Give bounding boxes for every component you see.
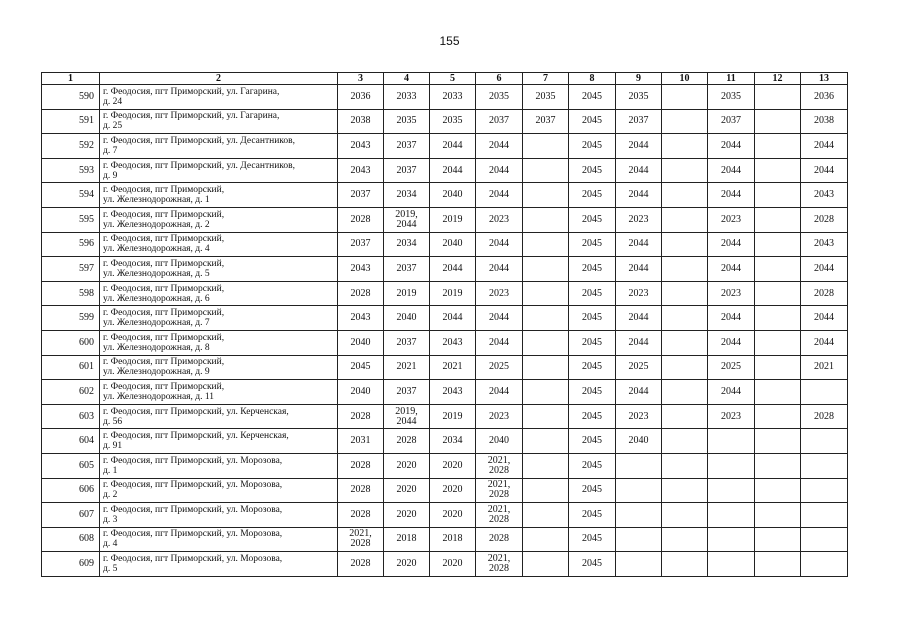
table-row xyxy=(42,183,848,208)
year-cell: 2018 xyxy=(384,527,430,552)
year-cell: 2037 xyxy=(384,158,430,183)
year-cell xyxy=(523,257,569,282)
year-cell: 2044 xyxy=(476,158,523,183)
year-cell: 2023 xyxy=(708,207,755,232)
address-cell: г. Феодосия, пгт Приморский, ул. Морозова, д. 4 xyxy=(100,527,338,552)
year-cell: 2035 xyxy=(708,85,755,110)
year-cell: 2019 xyxy=(430,404,476,429)
year-cell: 2044 xyxy=(616,306,662,331)
year-cell: 2037 xyxy=(338,183,384,208)
year-cell xyxy=(755,158,801,183)
year-cell: 2045 xyxy=(338,355,384,380)
year-cell: 2045 xyxy=(569,380,616,405)
year-cell: 2033 xyxy=(384,85,430,110)
year-cell xyxy=(755,503,801,528)
year-cell xyxy=(801,429,848,454)
address-cell: г. Феодосия, пгт Приморский, ул. Керченская, д. 91 xyxy=(100,429,338,454)
year-cell: 2040 xyxy=(430,232,476,257)
year-cell xyxy=(662,158,708,183)
table-row xyxy=(42,134,848,159)
column-header: 6 xyxy=(476,73,523,85)
table-body xyxy=(42,85,848,577)
row-number: 594 xyxy=(42,183,100,208)
year-cell xyxy=(523,527,569,552)
year-cell: 2043 xyxy=(801,183,848,208)
year-cell xyxy=(755,85,801,110)
year-cell: 2035 xyxy=(384,109,430,134)
table-row xyxy=(42,552,848,577)
year-cell xyxy=(662,503,708,528)
address-cell: г. Феодосия, пгт Приморский, ул. Морозова, д. 5 xyxy=(100,552,338,577)
year-cell: 2034 xyxy=(384,183,430,208)
year-cell xyxy=(708,527,755,552)
year-cell: 2025 xyxy=(476,355,523,380)
row-number: 604 xyxy=(42,429,100,454)
table-row xyxy=(42,478,848,503)
year-cell: 2036 xyxy=(801,85,848,110)
year-cell: 2044 xyxy=(708,158,755,183)
year-cell xyxy=(755,404,801,429)
year-cell: 2043 xyxy=(338,134,384,159)
year-cell: 2044 xyxy=(801,134,848,159)
year-cell: 2020 xyxy=(430,552,476,577)
address-cell: г. Феодосия, пгт Приморский, ул. Гагарина, д. 24 xyxy=(100,85,338,110)
year-cell xyxy=(662,257,708,282)
year-cell: 2044 xyxy=(616,330,662,355)
year-cell xyxy=(755,183,801,208)
year-cell xyxy=(662,207,708,232)
year-cell: 2038 xyxy=(338,109,384,134)
year-cell xyxy=(755,527,801,552)
year-cell: 2021, 2028 xyxy=(476,552,523,577)
year-cell: 2044 xyxy=(708,257,755,282)
year-cell xyxy=(523,380,569,405)
year-cell: 2023 xyxy=(708,404,755,429)
year-cell xyxy=(523,404,569,429)
year-cell xyxy=(662,552,708,577)
address-cell: г. Феодосия, пгт Приморский, ул. Морозова, д. 2 xyxy=(100,478,338,503)
year-cell xyxy=(801,380,848,405)
year-cell xyxy=(662,453,708,478)
year-cell xyxy=(755,355,801,380)
year-cell xyxy=(523,478,569,503)
year-cell: 2044 xyxy=(708,380,755,405)
year-cell: 2028 xyxy=(801,404,848,429)
year-cell xyxy=(755,281,801,306)
table-row xyxy=(42,257,848,282)
year-cell: 2028 xyxy=(338,281,384,306)
year-cell: 2037 xyxy=(523,109,569,134)
year-cell: 2045 xyxy=(569,453,616,478)
year-cell: 2037 xyxy=(338,232,384,257)
column-header: 1 xyxy=(42,73,100,85)
address-cell: г. Феодосия, пгт Приморский, ул. Десантников, д. 7 xyxy=(100,134,338,159)
row-number: 591 xyxy=(42,109,100,134)
address-cell: г. Феодосия, пгт Приморский, ул. Железнодорожная, д. 5 xyxy=(100,257,338,282)
year-cell xyxy=(523,355,569,380)
year-cell xyxy=(755,109,801,134)
year-cell xyxy=(662,429,708,454)
year-cell: 2023 xyxy=(616,281,662,306)
year-cell: 2045 xyxy=(569,109,616,134)
column-header: 3 xyxy=(338,73,384,85)
year-cell: 2028 xyxy=(338,404,384,429)
year-cell xyxy=(662,134,708,159)
year-cell: 2045 xyxy=(569,527,616,552)
year-cell: 2043 xyxy=(338,158,384,183)
year-cell: 2023 xyxy=(476,281,523,306)
table-row xyxy=(42,503,848,528)
year-cell: 2019 xyxy=(430,207,476,232)
year-cell: 2040 xyxy=(430,183,476,208)
column-header: 13 xyxy=(801,73,848,85)
year-cell: 2020 xyxy=(430,453,476,478)
year-cell xyxy=(708,552,755,577)
year-cell: 2045 xyxy=(569,503,616,528)
year-cell: 2028 xyxy=(338,503,384,528)
column-header: 12 xyxy=(755,73,801,85)
year-cell xyxy=(662,478,708,503)
year-cell: 2035 xyxy=(476,85,523,110)
year-cell: 2045 xyxy=(569,232,616,257)
row-number: 590 xyxy=(42,85,100,110)
year-cell xyxy=(801,478,848,503)
year-cell: 2021 xyxy=(430,355,476,380)
year-cell: 2044 xyxy=(616,257,662,282)
year-cell: 2020 xyxy=(430,503,476,528)
column-header: 5 xyxy=(430,73,476,85)
year-cell: 2044 xyxy=(476,134,523,159)
year-cell: 2019 xyxy=(384,281,430,306)
row-number: 595 xyxy=(42,207,100,232)
year-cell: 2028 xyxy=(801,207,848,232)
year-cell xyxy=(708,429,755,454)
year-cell xyxy=(662,183,708,208)
year-cell: 2044 xyxy=(476,380,523,405)
year-cell: 2044 xyxy=(616,232,662,257)
row-number: 597 xyxy=(42,257,100,282)
year-cell xyxy=(755,429,801,454)
row-number: 602 xyxy=(42,380,100,405)
year-cell: 2037 xyxy=(384,134,430,159)
year-cell xyxy=(755,232,801,257)
year-cell xyxy=(523,207,569,232)
year-cell xyxy=(755,552,801,577)
year-cell: 2025 xyxy=(616,355,662,380)
year-cell xyxy=(523,232,569,257)
row-number: 607 xyxy=(42,503,100,528)
year-cell: 2023 xyxy=(476,404,523,429)
year-cell: 2020 xyxy=(384,478,430,503)
year-cell: 2023 xyxy=(616,207,662,232)
year-cell: 2019 xyxy=(430,281,476,306)
year-cell: 2031 xyxy=(338,429,384,454)
year-cell: 2037 xyxy=(708,109,755,134)
year-cell: 2045 xyxy=(569,478,616,503)
year-cell: 2044 xyxy=(708,306,755,331)
address-cell: г. Феодосия, пгт Приморский, ул. Железнодорожная, д. 9 xyxy=(100,355,338,380)
year-cell xyxy=(523,306,569,331)
year-cell xyxy=(523,183,569,208)
year-cell: 2028 xyxy=(338,552,384,577)
year-cell xyxy=(523,158,569,183)
column-header: 11 xyxy=(708,73,755,85)
year-cell: 2037 xyxy=(384,257,430,282)
year-cell: 2040 xyxy=(616,429,662,454)
year-cell: 2044 xyxy=(801,330,848,355)
year-cell: 2044 xyxy=(476,330,523,355)
year-cell: 2045 xyxy=(569,355,616,380)
year-cell: 2045 xyxy=(569,306,616,331)
year-cell xyxy=(755,257,801,282)
year-cell xyxy=(662,281,708,306)
year-cell: 2040 xyxy=(384,306,430,331)
row-number: 606 xyxy=(42,478,100,503)
year-cell: 2045 xyxy=(569,281,616,306)
year-cell xyxy=(616,503,662,528)
year-cell xyxy=(662,306,708,331)
year-cell: 2020 xyxy=(384,552,430,577)
year-cell: 2025 xyxy=(708,355,755,380)
year-cell: 2044 xyxy=(801,306,848,331)
year-cell: 2044 xyxy=(708,330,755,355)
year-cell: 2019, 2044 xyxy=(384,404,430,429)
year-cell xyxy=(662,527,708,552)
year-cell xyxy=(755,134,801,159)
year-cell: 2044 xyxy=(708,134,755,159)
year-cell: 2045 xyxy=(569,429,616,454)
year-cell xyxy=(523,503,569,528)
table-row xyxy=(42,527,848,552)
year-cell xyxy=(755,306,801,331)
year-cell: 2021, 2028 xyxy=(338,527,384,552)
year-cell: 2044 xyxy=(476,306,523,331)
column-header: 4 xyxy=(384,73,430,85)
row-number: 608 xyxy=(42,527,100,552)
address-cell: г. Феодосия, пгт Приморский, ул. Морозова, д. 3 xyxy=(100,503,338,528)
address-cell: г. Феодосия, пгт Приморский, ул. Железнодорожная, д. 1 xyxy=(100,183,338,208)
year-cell: 2043 xyxy=(338,257,384,282)
year-cell: 2044 xyxy=(801,158,848,183)
table-row xyxy=(42,85,848,110)
year-cell: 2023 xyxy=(476,207,523,232)
year-cell xyxy=(523,552,569,577)
row-number: 596 xyxy=(42,232,100,257)
year-cell: 2021 xyxy=(801,355,848,380)
address-cell: г. Феодосия, пгт Приморский, ул. Железнодорожная, д. 2 xyxy=(100,207,338,232)
table-row xyxy=(42,429,848,454)
year-cell: 2037 xyxy=(616,109,662,134)
year-cell xyxy=(616,527,662,552)
year-cell xyxy=(662,330,708,355)
year-cell xyxy=(662,85,708,110)
year-cell: 2045 xyxy=(569,552,616,577)
year-cell: 2021, 2028 xyxy=(476,478,523,503)
year-cell: 2028 xyxy=(338,207,384,232)
table-row xyxy=(42,380,848,405)
year-cell: 2020 xyxy=(430,478,476,503)
year-cell: 2045 xyxy=(569,207,616,232)
row-number: 593 xyxy=(42,158,100,183)
address-cell: г. Феодосия, пгт Приморский, ул. Десантников, д. 9 xyxy=(100,158,338,183)
column-header: 10 xyxy=(662,73,708,85)
year-cell xyxy=(708,453,755,478)
year-cell: 2045 xyxy=(569,257,616,282)
year-cell xyxy=(662,232,708,257)
address-cell: г. Феодосия, пгт Приморский, ул. Железнодорожная, д. 8 xyxy=(100,330,338,355)
year-cell: 2037 xyxy=(384,380,430,405)
column-header: 9 xyxy=(616,73,662,85)
year-cell xyxy=(708,478,755,503)
year-cell xyxy=(523,330,569,355)
year-cell xyxy=(801,503,848,528)
year-cell: 2035 xyxy=(430,109,476,134)
year-cell: 2044 xyxy=(476,232,523,257)
year-cell xyxy=(755,330,801,355)
year-cell: 2038 xyxy=(801,109,848,134)
address-cell: г. Феодосия, пгт Приморский, ул. Железнодорожная, д. 4 xyxy=(100,232,338,257)
row-number: 609 xyxy=(42,552,100,577)
year-cell: 2034 xyxy=(384,232,430,257)
year-cell: 2044 xyxy=(476,257,523,282)
year-cell xyxy=(523,134,569,159)
year-cell: 2044 xyxy=(430,158,476,183)
table-row xyxy=(42,158,848,183)
table-row xyxy=(42,232,848,257)
year-cell xyxy=(616,552,662,577)
year-cell xyxy=(755,380,801,405)
year-cell: 2028 xyxy=(338,478,384,503)
year-cell: 2044 xyxy=(430,134,476,159)
year-cell xyxy=(801,527,848,552)
column-header: 7 xyxy=(523,73,569,85)
year-cell: 2044 xyxy=(801,257,848,282)
year-cell xyxy=(662,109,708,134)
year-cell: 2020 xyxy=(384,503,430,528)
year-cell: 2040 xyxy=(338,330,384,355)
column-header: 2 xyxy=(100,73,338,85)
address-cell: г. Феодосия, пгт Приморский, ул. Морозова, д. 1 xyxy=(100,453,338,478)
year-cell: 2021, 2028 xyxy=(476,453,523,478)
table-row xyxy=(42,330,848,355)
column-header: 8 xyxy=(569,73,616,85)
table-row xyxy=(42,355,848,380)
data-table xyxy=(41,72,848,577)
table-row xyxy=(42,109,848,134)
year-cell: 2035 xyxy=(523,85,569,110)
year-cell xyxy=(755,478,801,503)
year-cell xyxy=(523,429,569,454)
year-cell: 2044 xyxy=(476,183,523,208)
year-cell: 2019, 2044 xyxy=(384,207,430,232)
row-number: 598 xyxy=(42,281,100,306)
year-cell xyxy=(708,503,755,528)
year-cell: 2037 xyxy=(476,109,523,134)
year-cell: 2045 xyxy=(569,158,616,183)
year-cell xyxy=(523,281,569,306)
address-cell: г. Феодосия, пгт Приморский, ул. Железнодорожная, д. 6 xyxy=(100,281,338,306)
year-cell xyxy=(616,478,662,503)
row-number: 601 xyxy=(42,355,100,380)
year-cell: 2044 xyxy=(430,257,476,282)
year-cell: 2040 xyxy=(338,380,384,405)
year-cell: 2045 xyxy=(569,183,616,208)
address-cell: г. Феодосия, пгт Приморский, ул. Железнодорожная, д. 7 xyxy=(100,306,338,331)
address-cell: г. Феодосия, пгт Приморский, ул. Керченская, д. 56 xyxy=(100,404,338,429)
table-row xyxy=(42,306,848,331)
year-cell: 2018 xyxy=(430,527,476,552)
year-cell xyxy=(755,453,801,478)
year-cell: 2044 xyxy=(708,183,755,208)
year-cell: 2035 xyxy=(616,85,662,110)
year-cell: 2033 xyxy=(430,85,476,110)
year-cell: 2036 xyxy=(338,85,384,110)
year-cell xyxy=(616,453,662,478)
year-cell: 2044 xyxy=(616,380,662,405)
year-cell: 2043 xyxy=(801,232,848,257)
year-cell: 2043 xyxy=(430,330,476,355)
year-cell: 2045 xyxy=(569,330,616,355)
table-row xyxy=(42,207,848,232)
year-cell xyxy=(662,380,708,405)
year-cell xyxy=(801,552,848,577)
year-cell: 2023 xyxy=(708,281,755,306)
year-cell xyxy=(523,453,569,478)
year-cell: 2045 xyxy=(569,85,616,110)
year-cell xyxy=(662,355,708,380)
year-cell: 2044 xyxy=(430,306,476,331)
row-number: 599 xyxy=(42,306,100,331)
year-cell xyxy=(801,453,848,478)
year-cell: 2045 xyxy=(569,404,616,429)
year-cell: 2028 xyxy=(338,453,384,478)
year-cell: 2021, 2028 xyxy=(476,503,523,528)
year-cell: 2044 xyxy=(616,183,662,208)
table-row xyxy=(42,281,848,306)
year-cell: 2028 xyxy=(384,429,430,454)
year-cell: 2034 xyxy=(430,429,476,454)
year-cell: 2023 xyxy=(616,404,662,429)
year-cell xyxy=(755,207,801,232)
year-cell: 2028 xyxy=(476,527,523,552)
year-cell: 2040 xyxy=(476,429,523,454)
year-cell: 2043 xyxy=(338,306,384,331)
year-cell: 2020 xyxy=(384,453,430,478)
table-row xyxy=(42,453,848,478)
address-cell: г. Феодосия, пгт Приморский, ул. Железнодорожная, д. 11 xyxy=(100,380,338,405)
year-cell xyxy=(662,404,708,429)
row-number: 600 xyxy=(42,330,100,355)
year-cell: 2044 xyxy=(616,134,662,159)
year-cell: 2021 xyxy=(384,355,430,380)
year-cell: 2044 xyxy=(708,232,755,257)
row-number: 603 xyxy=(42,404,100,429)
year-cell: 2044 xyxy=(616,158,662,183)
year-cell: 2028 xyxy=(801,281,848,306)
page-number: 155 xyxy=(439,34,460,48)
year-cell: 2043 xyxy=(430,380,476,405)
row-number: 592 xyxy=(42,134,100,159)
table-header-row xyxy=(42,73,848,85)
table-row xyxy=(42,404,848,429)
year-cell: 2037 xyxy=(384,330,430,355)
row-number: 605 xyxy=(42,453,100,478)
year-cell: 2045 xyxy=(569,134,616,159)
address-cell: г. Феодосия, пгт Приморский, ул. Гагарина, д. 25 xyxy=(100,109,338,134)
